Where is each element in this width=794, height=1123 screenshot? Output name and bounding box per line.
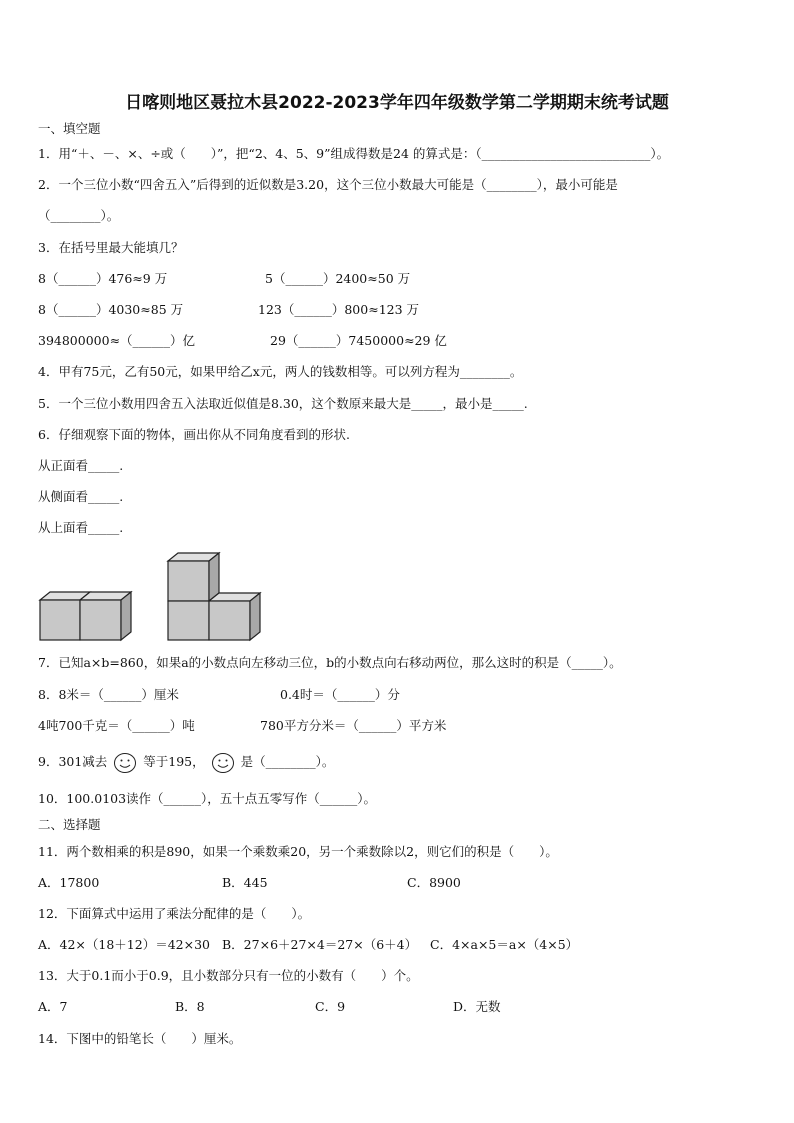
cube-figure-left <box>40 592 131 640</box>
question-12: 12．下面算式中运用了乘法分配律的是（ ）。 <box>38 906 311 921</box>
question-13-option-a: A．7 <box>38 999 68 1014</box>
question-2-line2: （________）。 <box>38 208 120 223</box>
question-14: 14．下图中的铅笔长（ ）厘米。 <box>38 1031 242 1046</box>
question-13-option-c: C．9 <box>315 999 346 1014</box>
question-3: 3．在括号里最大能填几？ <box>38 240 184 255</box>
question-8-item-1b: 0.4时＝（______）分 <box>280 687 400 702</box>
question-8-item-2b: 780平方分米＝（______）平方米 <box>260 718 447 733</box>
cube-figure-right <box>168 553 260 640</box>
section-heading-multiple-choice: 二、选择题 <box>38 817 101 832</box>
question-11: 11．两个数相乘的积是890，如果一个乘数乘20，另一个乘数除以2，则它们的积是（ ）。 <box>38 844 558 859</box>
question-8-item-2a: 4吨700千克＝（______）吨 <box>38 718 195 733</box>
question-6-front-view: 从正面看_____. <box>38 458 124 473</box>
smiley-face-icon <box>211 752 235 774</box>
question-13-option-b: B．8 <box>175 999 205 1014</box>
question-9-part-b: 等于195， <box>143 754 205 769</box>
question-7: 7．已知a×b=860，如果a的小数点向左移动三位，b的小数点向右移动两位，那么这时的积是（_____）。 <box>38 655 622 670</box>
question-6: 6．仔细观察下面的物体，画出你从不同角度看到的形状. <box>38 427 350 442</box>
question-8-item-1a: 8．8米＝（______）厘米 <box>38 687 179 702</box>
question-12-option-a: A．42×（18＋12）＝42×30 <box>38 937 211 952</box>
question-13-option-d: D．无数 <box>453 999 501 1014</box>
question-3-item-1b: 5（______）2400≈50 万 <box>265 271 411 286</box>
question-9-part-c: 是（________）。 <box>240 754 335 769</box>
question-4: 4．甲有75元，乙有50元，如果甲给乙x元，两人的钱数相等。可以列方程为________。 <box>38 364 523 379</box>
question-2-line1: 2．一个三位小数“四舍五入”后得到的近似数是3.20，这个三位小数最大可能是（________），最小可能是 <box>38 177 618 192</box>
question-5: 5．一个三位小数用四舍五入法取近似值是8.30，这个数原来最大是_____，最小是_____. <box>38 396 528 411</box>
question-11-option-b: B．445 <box>222 875 268 890</box>
question-3-item-1a: 8（______）476≈9 万 <box>38 271 168 286</box>
question-9 <box>38 751 334 774</box>
question-1: 1．用“＋、－、×、÷或（ ）”，把“2、4、5、9”组成得数是24 的算式是：（___________________________）。 <box>38 146 670 161</box>
question-6-side-view: 从侧面看_____. <box>38 489 124 504</box>
question-11-option-a: A．17800 <box>38 875 100 890</box>
page-title: 日喀则地区聂拉木县2022-2023学年四年级数学第二学期期末统考试题 <box>125 93 669 113</box>
question-3-item-3b: 29（______）7450000≈29 亿 <box>270 333 447 348</box>
question-3-item-2a: 8（______）4030≈85 万 <box>38 302 184 317</box>
smiley-face-icon <box>113 752 137 774</box>
question-6-top-view: 从上面看_____. <box>38 520 124 535</box>
question-3-item-2b: 123（______）800≈123 万 <box>258 302 420 317</box>
question-11-option-c: C．8900 <box>407 875 461 890</box>
section-heading-fill-blanks: 一、填空题 <box>38 121 101 136</box>
question-10: 10．100.0103读作（______），五十点五零写作（______）。 <box>38 791 377 806</box>
question-9-part-a: 9．301减去 <box>38 754 108 769</box>
question-13: 13．大于0.1而小于0.9，且小数部分只有一位的小数有（ ）个。 <box>38 968 419 983</box>
question-3-item-3a: 394800000≈（______）亿 <box>38 333 196 348</box>
question-12-option-c: C．4×a×5＝a×（4×5） <box>430 937 579 952</box>
question-12-option-b: B．27×6＋27×4＝27×（6＋4） <box>222 937 418 952</box>
